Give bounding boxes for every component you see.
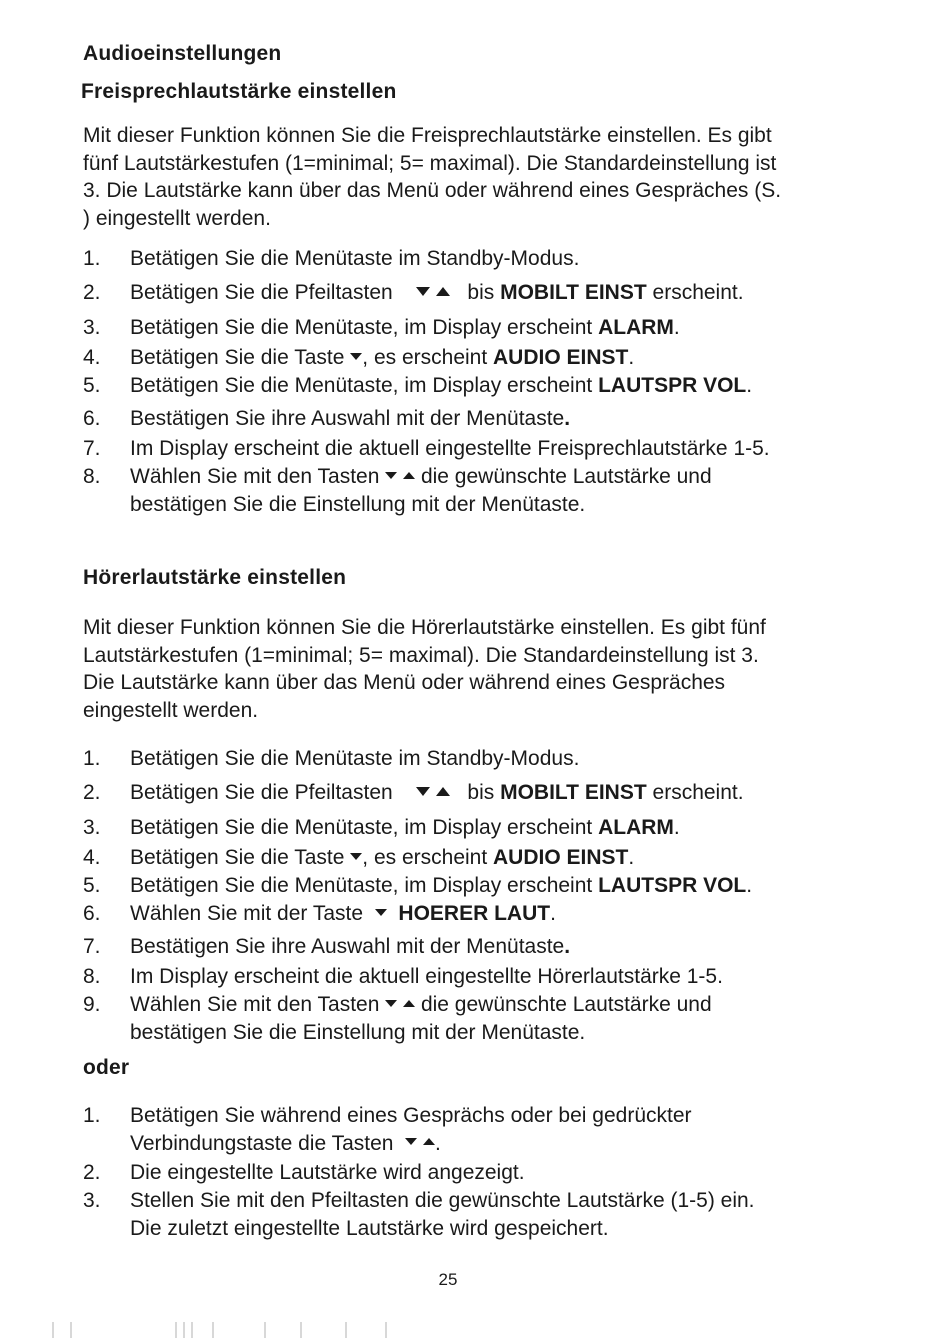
- intro-line: 3. Die Lautstärke kann über das Menü oder während eines Gespräches (S.: [83, 179, 782, 202]
- arrow-down-icon: [405, 1138, 417, 1145]
- display-term: MOBILT EINST: [500, 781, 647, 804]
- intro-line: ) eingestellt werden.: [83, 206, 271, 230]
- scan-mark: [345, 1322, 347, 1338]
- item-text: bis: [467, 281, 501, 304]
- item-number: 3.: [83, 316, 101, 339]
- item-text: bestätigen Sie die Einstellung mit der Menütaste.: [130, 1020, 586, 1044]
- arrow-up-icon: [436, 287, 450, 296]
- scan-mark: [212, 1322, 214, 1338]
- intro-paragraph-freisprech: [83, 122, 873, 232]
- item-text: Wählen Sie mit der Taste: [130, 902, 364, 925]
- item-text: Betätigen Sie die Menütaste im Standby-Modus.: [130, 247, 580, 270]
- arrow-down-icon: [416, 287, 430, 296]
- item-text: Im Display erscheint die aktuell eingestellte Freisprechlautstärke 1-5.: [130, 437, 770, 460]
- page-title: Audioeinstellungen: [83, 42, 282, 65]
- item-text: Betätigen Sie die Menütaste, im Display erscheint: [130, 816, 599, 839]
- item-number: 8.: [83, 465, 101, 488]
- intro-line: eingestellt werden.: [83, 698, 259, 722]
- display-term: MOBILT EINST: [500, 281, 647, 304]
- item-text: bestätigen Sie die Einstellung mit der Menütaste.: [130, 492, 586, 516]
- section-heading-freisprech: Freisprechlautstärke einstellen: [81, 80, 397, 103]
- arrow-up-icon: [436, 787, 450, 796]
- item-text: .: [628, 846, 635, 869]
- item-number: 2.: [83, 281, 101, 304]
- display-term: LAUTSPR VOL: [598, 374, 747, 397]
- scan-mark: [52, 1322, 54, 1338]
- item-text: Wählen Sie mit den Tasten: [130, 465, 380, 488]
- item-text: Die eingestellte Lautstärke wird angezeigt.: [130, 1161, 525, 1184]
- item-text: Betätigen Sie die Taste: [130, 846, 345, 869]
- item-text: .: [550, 902, 556, 925]
- arrow-down-icon: [416, 787, 430, 796]
- item-number: 6.: [83, 407, 101, 430]
- arrow-up-icon: [423, 1138, 435, 1145]
- arrow-down-icon: [385, 1000, 397, 1007]
- arrow-down-icon: [385, 472, 397, 479]
- arrow-up-icon: [403, 1000, 415, 1007]
- arrow-up-icon: [403, 472, 415, 479]
- oder-label: oder: [83, 1056, 130, 1079]
- scan-mark: [70, 1322, 72, 1338]
- item-text: .: [746, 874, 753, 897]
- item-text: die gewünschte Lautstärke und: [415, 465, 712, 488]
- display-term: ALARM: [598, 816, 674, 839]
- item-text: Betätigen Sie die Pfeiltasten: [130, 281, 393, 304]
- item-number: 2.: [83, 1161, 101, 1184]
- item-number: 1.: [83, 247, 101, 270]
- section-heading-hoerer: Hörerlautstärke einstellen: [83, 566, 347, 589]
- item-text: Betätigen Sie die Pfeiltasten: [130, 781, 393, 804]
- item-number: 2.: [83, 781, 101, 804]
- scan-mark: [183, 1322, 185, 1338]
- display-term: LAUTSPR VOL: [598, 874, 747, 897]
- item-text: , es erscheint: [362, 346, 494, 369]
- item-number: 3.: [83, 1189, 101, 1212]
- display-term: ALARM: [598, 316, 674, 339]
- item-text: erscheint.: [646, 781, 744, 804]
- item-number: 5.: [83, 874, 101, 897]
- item-text-bold: .: [564, 407, 571, 430]
- item-text: Stellen Sie mit den Pfeiltasten die gewünschte Lautstärke (1-5) ein.: [130, 1189, 755, 1212]
- scan-mark: [385, 1322, 387, 1338]
- scan-mark: [191, 1322, 193, 1338]
- item-text: bis: [467, 781, 501, 804]
- item-text: , es erscheint: [362, 846, 494, 869]
- display-term: HOERER LAUT: [398, 902, 551, 925]
- item-number: 6.: [83, 902, 101, 925]
- display-term: AUDIO EINST: [493, 346, 629, 369]
- item-text: Betätigen Sie während eines Gesprächs oder bei gedrückter: [130, 1104, 692, 1127]
- item-text: Betätigen Sie die Menütaste, im Display erscheint: [130, 316, 599, 339]
- scan-mark: [175, 1322, 177, 1338]
- item-number: 5.: [83, 374, 101, 397]
- item-text: Betätigen Sie die Menütaste, im Display erscheint: [130, 874, 599, 897]
- scan-mark: [264, 1322, 266, 1338]
- item-text: Bestätigen Sie ihre Auswahl mit der Menütaste: [130, 935, 565, 958]
- item-text: .: [628, 346, 635, 369]
- item-number: 1.: [83, 747, 101, 770]
- item-text: erscheint.: [646, 281, 744, 304]
- scan-mark: [300, 1322, 302, 1338]
- intro-line: fünf Lautstärkestufen (1=minimal; 5= maximal). Die Standardeinstellung ist: [83, 151, 777, 175]
- item-number: 3.: [83, 816, 101, 839]
- item-text: Im Display erscheint die aktuell eingestellte Hörerlautstärke 1-5.: [130, 965, 723, 988]
- intro-line: Die Lautstärke kann über das Menü oder während eines Gespräches: [83, 671, 726, 694]
- item-text: Betätigen Sie die Menütaste im Standby-Modus.: [130, 747, 580, 770]
- item-text: .: [746, 374, 753, 397]
- item-text: .: [673, 316, 680, 339]
- item-text: Betätigen Sie die Taste: [130, 346, 345, 369]
- item-text: Bestätigen Sie ihre Auswahl mit der Menütaste: [130, 407, 565, 430]
- item-text: Verbindungstaste die Tasten: [130, 1131, 394, 1155]
- intro-line: Mit dieser Funktion können Sie die Hörerlautstärke einstellen. Es gibt fünf: [83, 616, 766, 639]
- item-number: 7.: [83, 935, 101, 958]
- arrow-down-icon: [350, 353, 362, 360]
- item-number: 4.: [83, 846, 101, 869]
- item-text: .: [673, 816, 680, 839]
- item-number: 9.: [83, 993, 101, 1016]
- item-number: 4.: [83, 346, 101, 369]
- intro-line: Lautstärkestufen (1=minimal; 5= maximal). Die Standardeinstellung ist 3.: [83, 643, 759, 667]
- item-text: Betätigen Sie die Menütaste, im Display erscheint: [130, 374, 599, 397]
- item-text: Wählen Sie mit den Tasten: [130, 993, 380, 1016]
- intro-paragraph-hoerer: [83, 614, 873, 724]
- intro-line: Mit dieser Funktion können Sie die Freisprechlautstärke einstellen. Es gibt: [83, 124, 772, 147]
- item-number: 1.: [83, 1104, 101, 1127]
- arrow-down-icon: [375, 909, 387, 916]
- item-text: die gewünschte Lautstärke und: [415, 993, 712, 1016]
- item-number: 8.: [83, 965, 101, 988]
- display-term: AUDIO EINST: [493, 846, 629, 869]
- item-text-bold: .: [564, 935, 571, 958]
- item-text: Die zuletzt eingestellte Lautstärke wird gespeichert.: [130, 1216, 609, 1240]
- arrow-down-icon: [350, 853, 362, 860]
- page-number: 25: [438, 1270, 458, 1289]
- item-text: .: [435, 1131, 441, 1155]
- item-number: 7.: [83, 437, 101, 460]
